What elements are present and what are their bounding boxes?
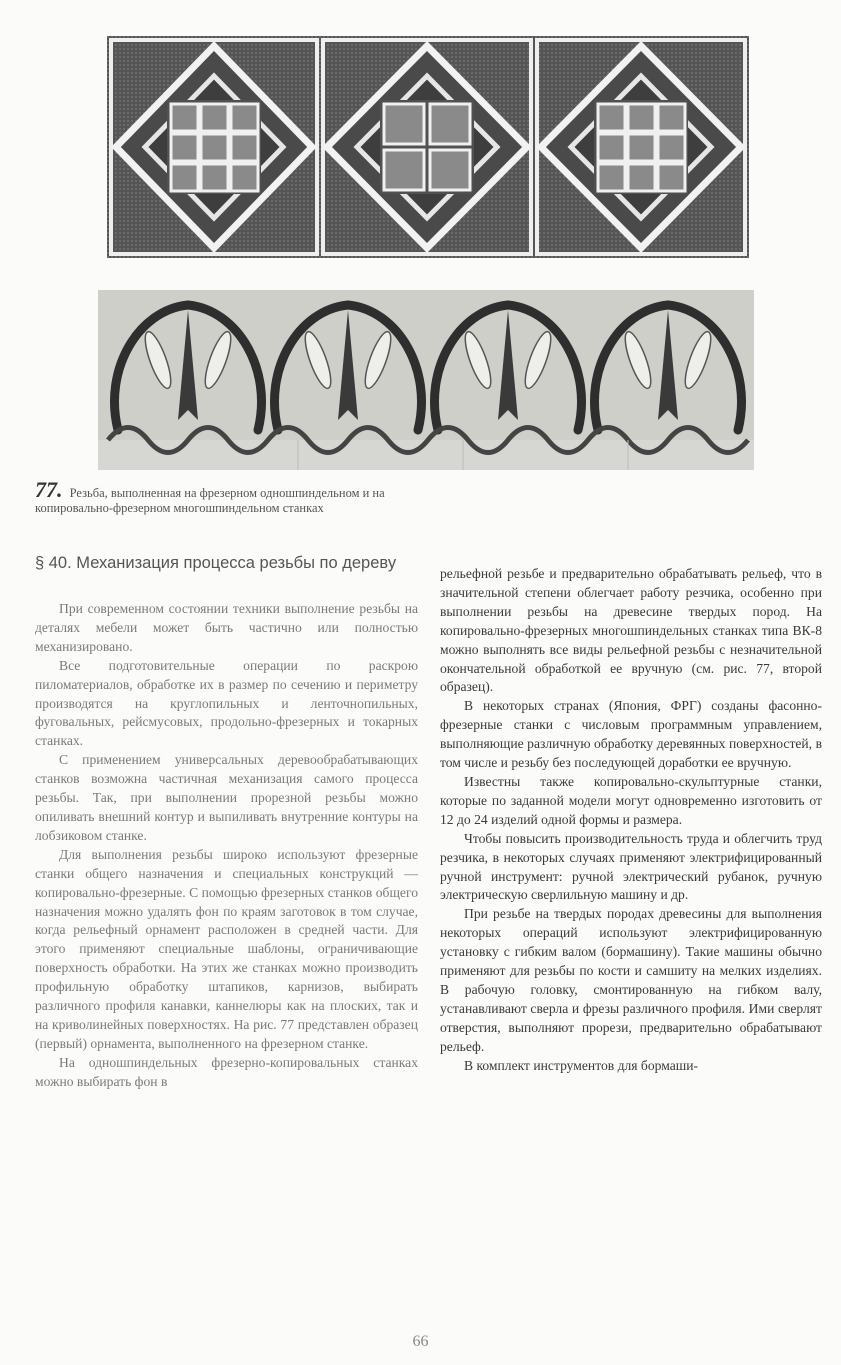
left-paragraph-2: Все подготовительные операции по раскрою пиломатериалов, обработке их в размер по сечению и периметру производятся на круглопильных и ленточнопильных, фуговальных, рейсмусовых, продольно-фрезерных и токарных станках. bbox=[35, 657, 418, 749]
right-paragraph-3: Известны также копировально-скульптурные станки, которые по заданной модели могут одновременно изготовить от 12 до 24 изделий одной формы и размера. bbox=[440, 773, 822, 827]
left-column bbox=[35, 600, 418, 1092]
right-column bbox=[440, 565, 822, 1075]
right-paragraph-1: рельефной резьбе и предварительно обрабатывать рельеф, что в значительной степени облегчает работу резчика, особенно при выполнении резьбы на древесине твердых пород. На копировально-фрезерных многошпиндельных станках типа ВК-8 можно выполнять все виды рельефной резьбы с незначительной окончательной обработкой ее вручную (см. рис. 77, второй образец). bbox=[440, 566, 822, 695]
left-paragraph-3: С применением универсальных деревообрабатывающих станков возможна частичная механизация самого процесса резьбы. Так, при выполнении прорезной резьбы можно опиливать внешний контур и выпиливать внутренние контуры на лобзиковом станке. bbox=[35, 752, 418, 843]
left-paragraph-1: При современном состоянии техники выполнение резьбы на деталях мебели может быть частично или полностью механизировано. bbox=[35, 601, 418, 654]
figure-caption-text: Резьба, выполненная на фрезерном одношпиндельном и на копировально-фрезерном многошпиндельном станках bbox=[35, 486, 385, 515]
carved-frieze-ornament-image bbox=[98, 290, 754, 470]
figure-number: 77. bbox=[35, 477, 63, 502]
right-paragraph-5: При резьбе на твердых породах древесины для выполнения некоторых операций используют электрифицированную установку с гибким валом (бормашину). Такие машины обычно применяют для резьбы по кости и самшиту на мелких изделиях. В рабочую головку, смонтированную на гибком валу, устанавливают сверла и фрезы различного профиля. Ими сверлят отверстия, выполняют прорези, предварительно обрабатывают рельеф. bbox=[440, 906, 822, 1054]
left-paragraph-4: Для выполнения резьбы широко используют фрезерные станки общего назначения и специальных конструкций — копировально-фрезерные. С помощью фрезерных станков общего назначения можно удалять фон по краям заготовок в том случае, когда рельефный орнамент расположен в средней части. Для этого применяют специальные шаблоны, ограничивающие поверхность обработки. На этих же станках можно производить профильную обработку штапиков, карнизов, выбирать различного профиля канавки, каннелюры как на плоских, так и на криволинейных поверхностях. На рис. 77 представлен образец (первый) орнамента, выполненного на фрезерном станке. bbox=[35, 846, 418, 1051]
left-paragraph-5: На одношпиндельных фрезерно-копировальных станках можно выбирать фон в bbox=[35, 1054, 418, 1089]
figure-caption bbox=[35, 477, 430, 516]
right-paragraph-2: В некоторых странах (Япония, ФРГ) созданы фасонно-фрезерные станки с числовым программным управлением, выполняющие различную обработку деревянных поверхностей, в том числе и резьбу без последующей доработки ее вручную. bbox=[440, 698, 822, 771]
section-title: § 40. Механизация процесса резьбы по дереву bbox=[35, 554, 397, 572]
carved-panel-geometric-image bbox=[107, 36, 749, 258]
right-paragraph-6: В комплект инструментов для бормаши- bbox=[464, 1057, 699, 1073]
page-number: 66 bbox=[412, 1333, 429, 1350]
right-paragraph-4: Чтобы повысить производительность труда и облегчить труд резчика, в некоторых случаях применяют электрифицированный ручной инструмент: ручной электрический рубанок, ручную электрическую сверлильную машину и др. bbox=[440, 830, 822, 903]
